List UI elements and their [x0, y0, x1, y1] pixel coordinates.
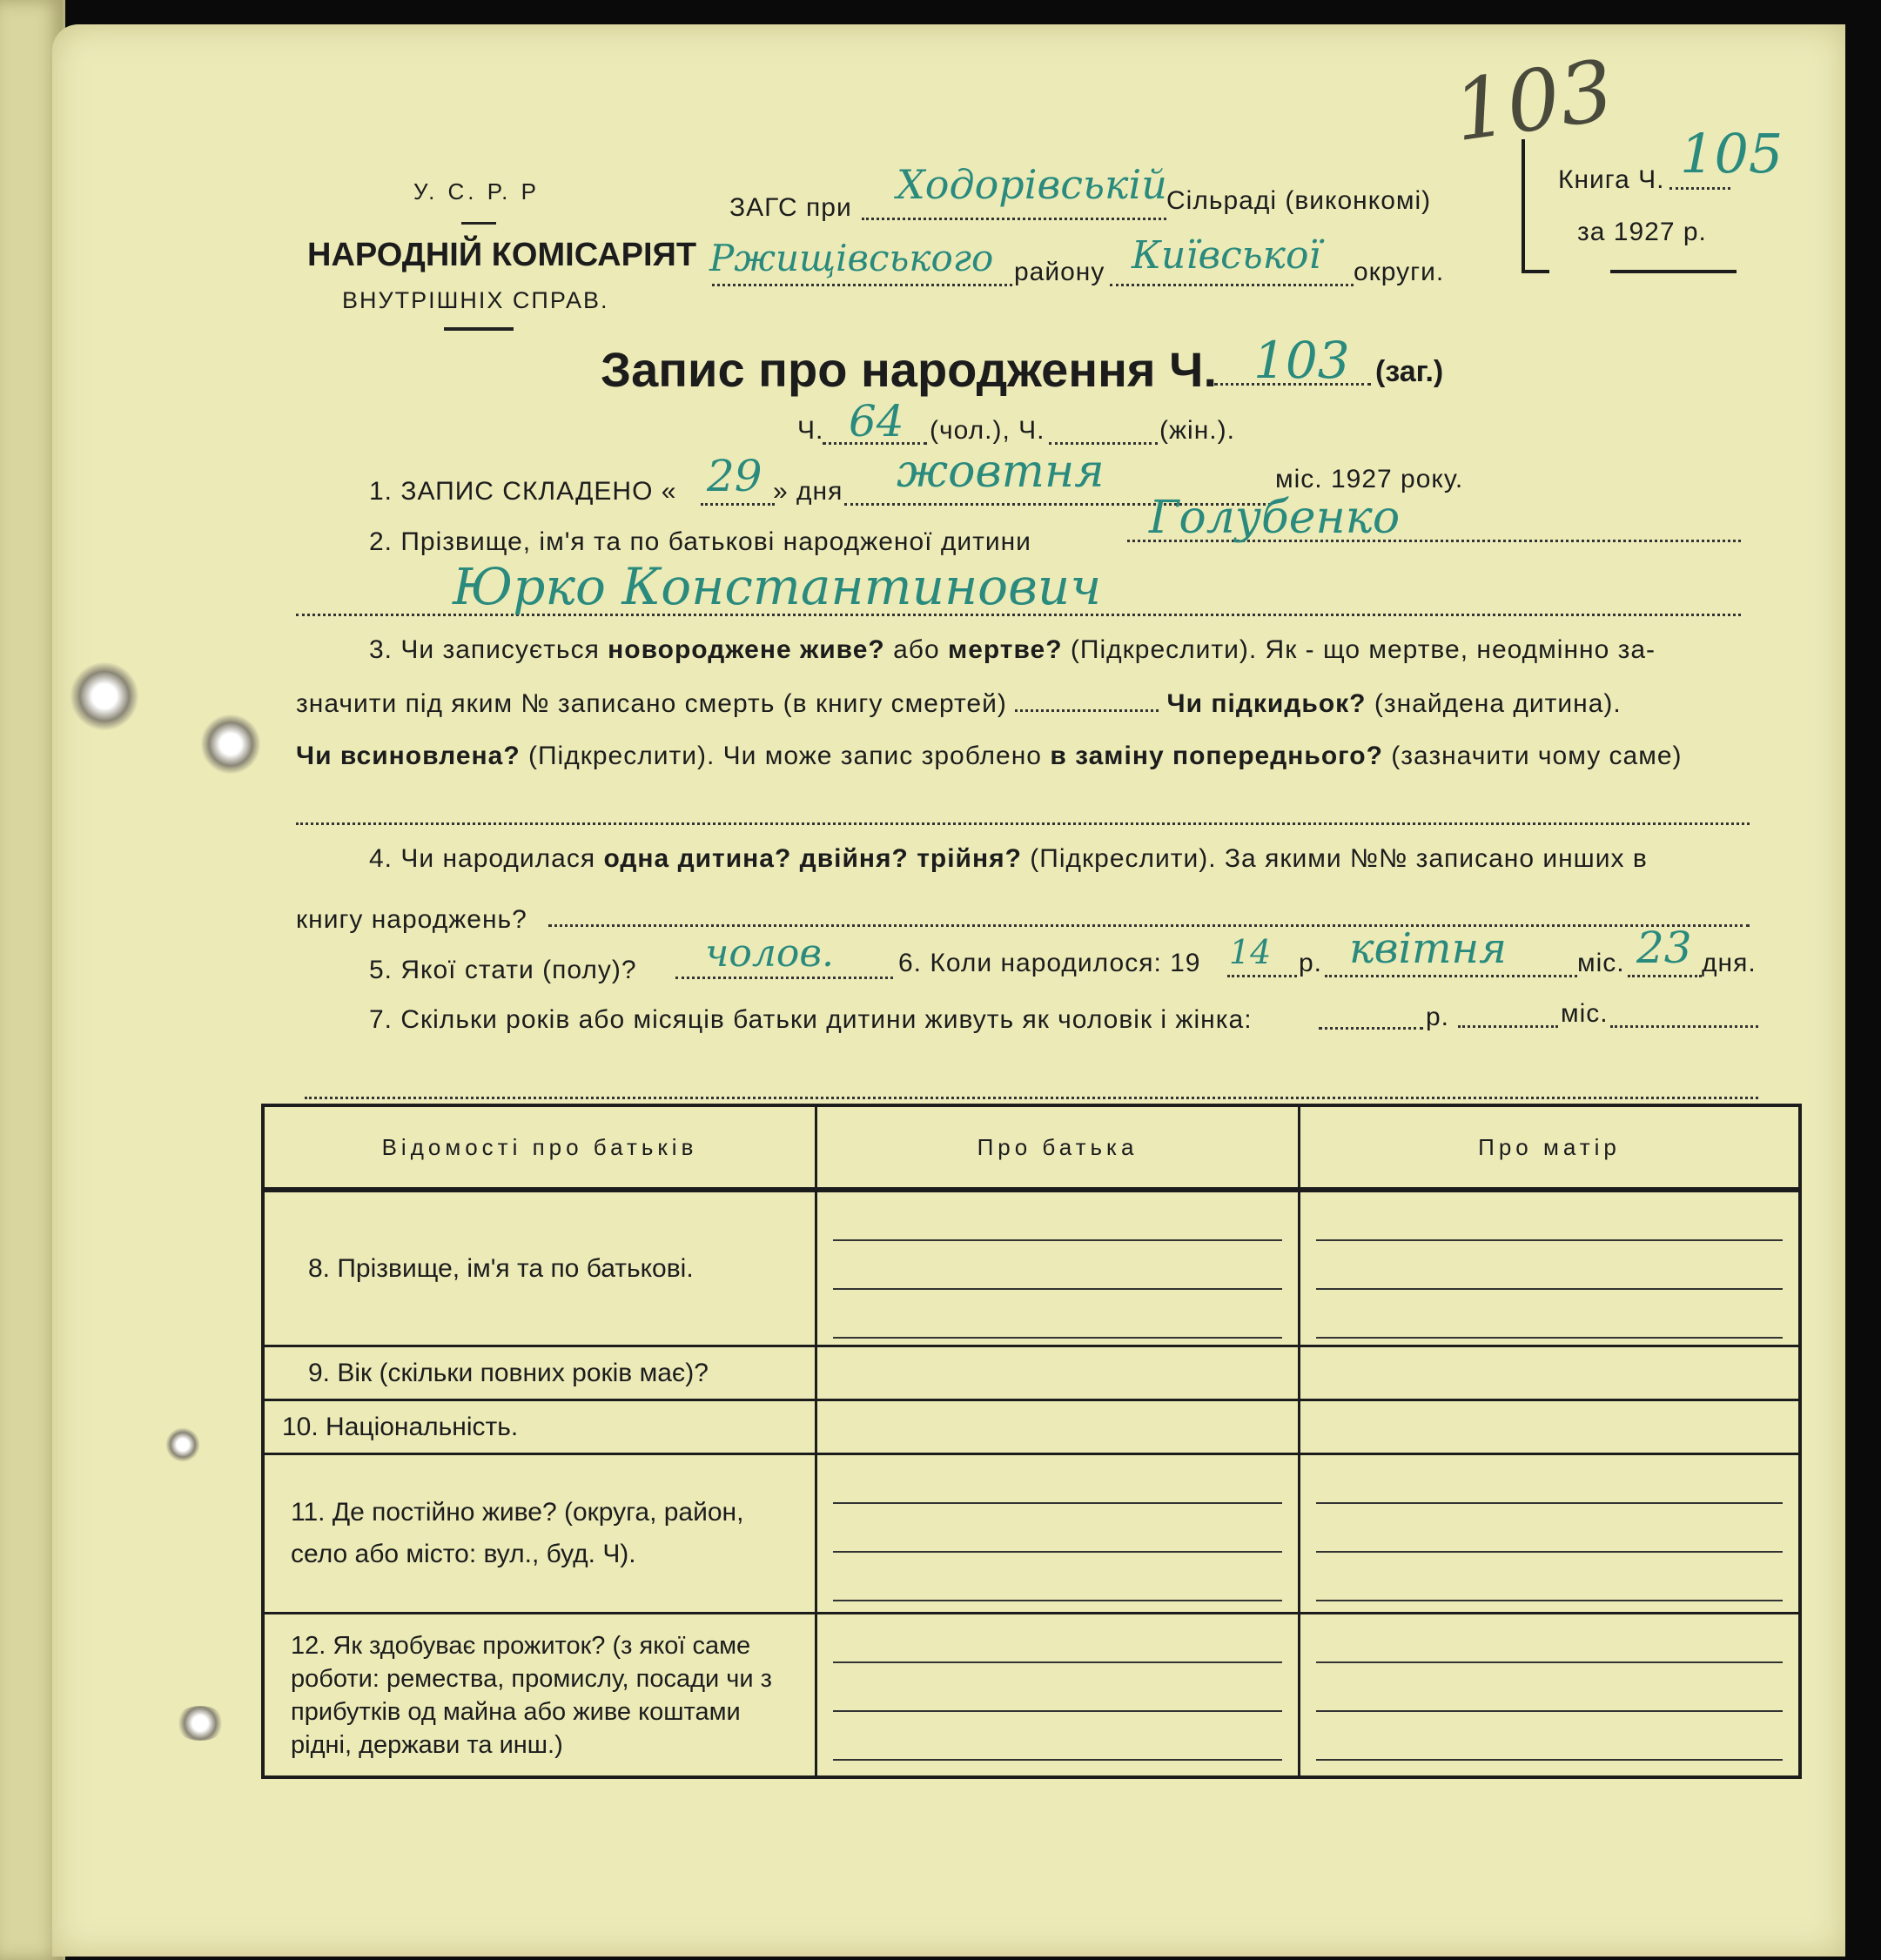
table-header-row	[263, 1105, 1800, 1190]
field3-dead: мертве?	[948, 635, 1063, 664]
field3-line2-c: (знайдена дитина).	[1374, 689, 1622, 718]
field6-year-handwritten: 14	[1229, 933, 1272, 971]
table-header-father: Про батька	[816, 1105, 1300, 1190]
pencil-number: 103	[1448, 41, 1620, 161]
row9-mother-cell	[1300, 1346, 1801, 1400]
field7-months-blank	[1458, 1025, 1558, 1028]
punch-hole	[70, 661, 139, 731]
field7-years-label: р.	[1426, 1003, 1450, 1031]
field4-a: 4. Чи народилася	[369, 844, 596, 873]
okruha-handwritten: Київської	[1132, 233, 1321, 278]
row9-label: 9. Вік (скільки повних років має)?	[263, 1346, 816, 1400]
row10-mother-cell	[1300, 1400, 1801, 1454]
zags-blank	[862, 218, 1166, 220]
ussr-rule	[461, 222, 496, 225]
okruhy-label: округи.	[1354, 258, 1445, 286]
chol-handwritten: 64	[849, 396, 904, 446]
field3-line3	[296, 742, 1683, 771]
row11-mother-cell	[1300, 1454, 1801, 1614]
book-blank	[1669, 187, 1730, 190]
row8-mother-cell	[1300, 1190, 1801, 1346]
field4-births: одна дитина? двійня? трійня?	[603, 844, 1022, 873]
field6-month-blank	[1325, 975, 1577, 977]
raionu-label: району	[1014, 258, 1105, 286]
field7-months-label: міс.	[1561, 999, 1609, 1028]
title-ch1: Ч.	[797, 416, 824, 445]
field2-surname-handwritten: Голубенко	[1149, 492, 1401, 544]
field1-day-blank	[701, 503, 775, 506]
punch-hole	[174, 1706, 226, 1741]
punch-hole	[165, 1427, 200, 1462]
field3-line1	[369, 635, 1656, 665]
field1-year-label: міс. 1927 року.	[1275, 465, 1464, 493]
book-year: за 1927 р.	[1577, 218, 1707, 246]
table-row	[263, 1346, 1800, 1400]
commissariat-title: НАРОДНІЙ КОМІСАРІЯТ	[307, 237, 697, 273]
field3-line3-b: (Підкреслити). Чи може запис зроблено	[528, 742, 1042, 770]
field6-day-label: дня.	[1702, 949, 1757, 977]
field3-e: (Підкреслити). Як - що мертве, неодмінно за-	[1070, 635, 1656, 664]
okruha-blank	[1110, 284, 1354, 286]
field3-line3-d: (зазначити чому саме)	[1391, 742, 1683, 770]
table-header-info: Відомості про батьків	[263, 1105, 816, 1190]
row12-mother-cell	[1300, 1614, 1801, 1778]
field3-or: або	[893, 635, 940, 664]
field1-day-label: » дня	[773, 477, 843, 506]
field5-blank	[675, 977, 893, 979]
book-box-rule	[1610, 270, 1737, 273]
field2-label: 2. Прізвище, ім'я та по батькові народженої дитини	[369, 527, 1031, 556]
district-blank	[712, 284, 1012, 286]
ussr-label: У. С. Р. Р	[413, 178, 540, 205]
zags-handwritten: Ходорівській	[897, 161, 1167, 208]
table-row	[263, 1454, 1800, 1614]
silradi-label: Сільраді (виконкомі)	[1166, 186, 1432, 215]
chol-label: (чол.), Ч.	[930, 416, 1045, 445]
book-label: Книга Ч.	[1558, 165, 1665, 194]
field4-c: (Підкреслити). За якими №№ записано инших в	[1030, 844, 1648, 873]
department-rule	[444, 327, 514, 331]
field1-month-handwritten: жовтня	[897, 446, 1105, 498]
field6-month-handwritten: квітня	[1349, 924, 1507, 973]
row11-father-cell	[816, 1454, 1300, 1614]
field6-label: 6. Коли народилося: 19	[898, 949, 1201, 977]
row12-label: 12. Як здобуває прожиток? (з якої саме роботи: ремества, промислу, посади чи з прибутків од майна або живе коштами рідні, держави та инш.)	[263, 1614, 816, 1778]
table-row	[263, 1190, 1800, 1346]
field6-day-handwritten: 23	[1636, 923, 1692, 973]
field7-tail-blank	[1610, 1025, 1758, 1028]
row8-father-cell	[816, 1190, 1300, 1346]
field3-line2-a: значити під яким № записано смерть (в книгу смертей)	[296, 689, 1007, 718]
table-header-mother: Про матір	[1300, 1105, 1801, 1190]
field3-alive: новороджене живе?	[608, 635, 885, 664]
row11-label: 11. Де постійно живе? (округа, район, село або місто: вул., буд. Ч).	[263, 1454, 816, 1614]
field6-month-label: міс.	[1577, 949, 1625, 977]
book-box-bracket	[1522, 139, 1549, 273]
zhin-blank	[1049, 442, 1158, 445]
row10-father-cell	[816, 1400, 1300, 1454]
title-number-handwritten: 103	[1253, 331, 1350, 390]
field5-label: 5. Якої стати (полу)?	[369, 956, 637, 984]
zags-label: ЗАГС при	[729, 193, 852, 222]
field3-adopted: Чи всиновлена?	[296, 742, 521, 770]
table-row	[263, 1614, 1800, 1778]
row10-label: 10. Національність.	[263, 1400, 816, 1454]
field5-handwritten: чолов.	[705, 931, 834, 976]
field4-line2: книгу народжень?	[296, 905, 527, 934]
field7-label: 7. Скільки років або місяців батьки дитини живуть як чоловік і жінка:	[369, 1005, 1253, 1034]
title-zag: (заг.)	[1375, 355, 1444, 388]
field3-replace: в заміну попереднього?	[1050, 742, 1383, 770]
field3-blank	[296, 822, 1750, 825]
field7-blank	[305, 1097, 1758, 1099]
punch-hole	[200, 714, 261, 775]
field4-line1	[369, 844, 1648, 874]
field7-years-blank	[1319, 1027, 1423, 1030]
table-row	[263, 1400, 1800, 1454]
district-handwritten: Ржищівського	[709, 237, 994, 279]
field1-label: 1. ЗАПИС СКЛАДЕНО «	[369, 477, 677, 506]
record-title: Запис про народження Ч.	[601, 342, 1218, 397]
field6-year-label: р.	[1299, 949, 1323, 977]
field3-a: 3. Чи записується	[369, 635, 600, 664]
field3-foundling: Чи підкидьок?	[1166, 689, 1367, 718]
row8-label: 8. Прізвище, ім'я та по батькові.	[263, 1190, 816, 1346]
row12-father-cell	[816, 1614, 1300, 1778]
field6-year-blank	[1227, 975, 1297, 977]
field6-day-blank	[1628, 975, 1702, 977]
field3-line2	[296, 689, 1622, 719]
department-label: ВНУТРІШНІХ СПРАВ.	[342, 287, 609, 313]
parents-table	[261, 1104, 1802, 1779]
field1-day-handwritten: 29	[707, 451, 762, 501]
field2-name-handwritten: Юрко Константинович	[453, 557, 1102, 616]
book-number-handwritten: 105	[1680, 122, 1784, 185]
zhin-label: (жін.).	[1159, 416, 1235, 445]
row9-father-cell	[816, 1346, 1300, 1400]
field4-blank	[548, 924, 1750, 927]
